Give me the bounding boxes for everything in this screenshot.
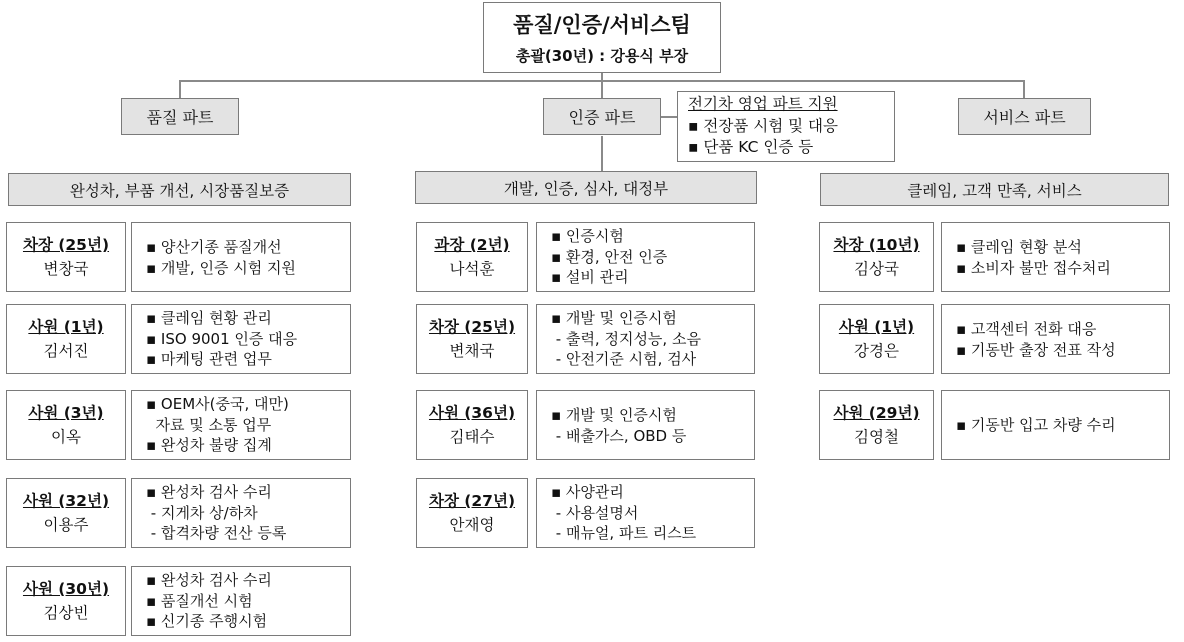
duty-item: ▪ 기동반 출장 전표 작성	[956, 340, 1116, 359]
duty-item: ▪ 클레임 현황 관리	[146, 309, 272, 327]
duty-item: - 안전기준 시험, 검사	[551, 350, 697, 368]
ev-note-title: 전기차 영업 파트 지원	[688, 95, 838, 113]
member-card	[6, 566, 126, 636]
member-name: 나석훈	[449, 260, 495, 278]
duty-item: - 사용설명서	[551, 503, 639, 522]
duty-item: ▪ OEM사(중국, 대만)	[146, 395, 289, 413]
duty-item: ▪ 고객센터 전화 대응	[956, 320, 1097, 338]
duty-item: ▪ 사양관리	[551, 483, 624, 501]
member-duties	[131, 478, 351, 548]
member-role: 사원 (1년)	[838, 318, 915, 336]
member-card	[819, 390, 934, 460]
member-card	[6, 390, 126, 460]
duty-item: - 합격차량 전산 등록	[146, 524, 287, 542]
connector-line	[660, 116, 678, 118]
duty-item: ▪ 마케팅 관련 업무	[146, 350, 272, 368]
part-service: 서비스 파트	[958, 98, 1091, 135]
duty-item: ▪ 기동반 입고 차량 수리	[956, 416, 1116, 434]
duty-item: - 매뉴얼, 파트 리스트	[551, 524, 697, 542]
member-name: 변채국	[449, 342, 495, 360]
member-card	[6, 478, 126, 548]
member-role: 차장 (25년)	[428, 318, 516, 336]
team-lead: 총괄(30년) : 강용식 부장	[515, 47, 689, 65]
duty-item: - 지게차 상/하차	[146, 503, 258, 522]
member-card	[819, 222, 934, 292]
connector-line	[1023, 80, 1025, 98]
member-role: 차장 (27년)	[428, 492, 516, 510]
member-role: 차장 (25년)	[22, 236, 110, 254]
member-name: 김상국	[854, 260, 899, 278]
member-role: 과장 (2년)	[434, 236, 510, 254]
team-title: 품질/인증/서비스팀	[513, 13, 691, 37]
member-card	[416, 222, 528, 292]
member-duties	[536, 478, 755, 548]
member-name: 김태수	[449, 428, 495, 446]
duty-item: 자료 및 소통 업무	[146, 415, 272, 434]
duty-item: ▪ 개발 및 인증시험	[551, 406, 677, 424]
duty-item: - 배출가스, OBD 등	[551, 426, 687, 445]
member-duties	[131, 566, 351, 636]
member-card	[416, 304, 528, 374]
member-card	[819, 304, 934, 374]
duty-item: ▪ 개발 및 인증시험	[551, 309, 677, 327]
duty-item: ▪ 인증시험	[551, 227, 624, 245]
member-duties	[941, 390, 1170, 460]
member-role: 사원 (30년)	[22, 580, 110, 598]
member-name: 안재영	[449, 516, 495, 534]
duty-item: ▪ 클레임 현황 분석	[956, 238, 1082, 256]
duty-item: - 출력, 정지성능, 소음	[551, 329, 701, 348]
duty-item: ▪ 완성차 검사 수리	[146, 571, 272, 589]
member-role: 사원 (29년)	[833, 404, 920, 422]
member-role: 차장 (10년)	[833, 236, 920, 254]
band-cert: 개발, 인증, 심사, 대정부	[415, 171, 757, 204]
member-card	[416, 478, 528, 548]
duty-item: ▪ 설비 관리	[551, 268, 629, 286]
band-service: 클레임, 고객 만족, 서비스	[820, 173, 1169, 206]
member-duties	[941, 304, 1170, 374]
team-header	[483, 2, 721, 73]
member-role: 사원 (32년)	[22, 492, 110, 510]
member-name: 김영철	[854, 428, 899, 446]
member-duties	[941, 222, 1170, 292]
duty-item: ▪ ISO 9001 인증 대응	[146, 329, 298, 348]
duty-item: ▪ 개발, 인증 시험 지원	[146, 258, 296, 277]
member-name: 변창국	[43, 260, 89, 278]
member-name: 이용주	[43, 516, 89, 534]
member-role: 사원 (36년)	[428, 404, 516, 422]
part-cert: 인증 파트	[543, 98, 661, 135]
member-name: 김상빈	[43, 604, 89, 622]
duty-item: ▪ 완성차 검사 수리	[146, 483, 272, 501]
member-duties	[536, 304, 755, 374]
member-card	[416, 390, 528, 460]
member-name: 이옥	[51, 428, 81, 446]
member-duties	[536, 222, 755, 292]
member-duties	[131, 390, 351, 460]
member-duties	[131, 222, 351, 292]
connector-line	[179, 80, 1025, 82]
connector-line	[601, 136, 603, 172]
member-card	[6, 222, 126, 292]
connector-line	[179, 80, 181, 98]
duty-item: ▪ 환경, 안전 인증	[551, 247, 668, 266]
ev-note-line: ▪ 단품 KC 인증 등	[688, 138, 814, 156]
member-duties	[536, 390, 755, 460]
duty-item: ▪ 완성차 불량 집계	[146, 436, 272, 454]
ev-note-line: ▪ 전장품 시험 및 대응	[688, 116, 838, 135]
duty-item: ▪ 소비자 불만 접수처리	[956, 258, 1111, 277]
part-quality: 품질 파트	[121, 98, 239, 135]
duty-item: ▪ 양산기종 품질개선	[146, 238, 282, 256]
member-card	[6, 304, 126, 374]
duty-item: ▪ 신기종 주행시험	[146, 612, 268, 630]
connector-line	[601, 72, 603, 100]
member-name: 김서진	[43, 342, 89, 360]
member-duties	[131, 304, 351, 374]
member-role: 사원 (3년)	[28, 404, 104, 422]
ev-support-note	[677, 91, 895, 162]
duty-item: ▪ 품질개선 시험	[146, 591, 253, 610]
member-name: 강경은	[854, 342, 899, 360]
member-role: 사원 (1년)	[28, 318, 104, 336]
band-quality: 완성차, 부품 개선, 시장품질보증	[8, 173, 351, 206]
